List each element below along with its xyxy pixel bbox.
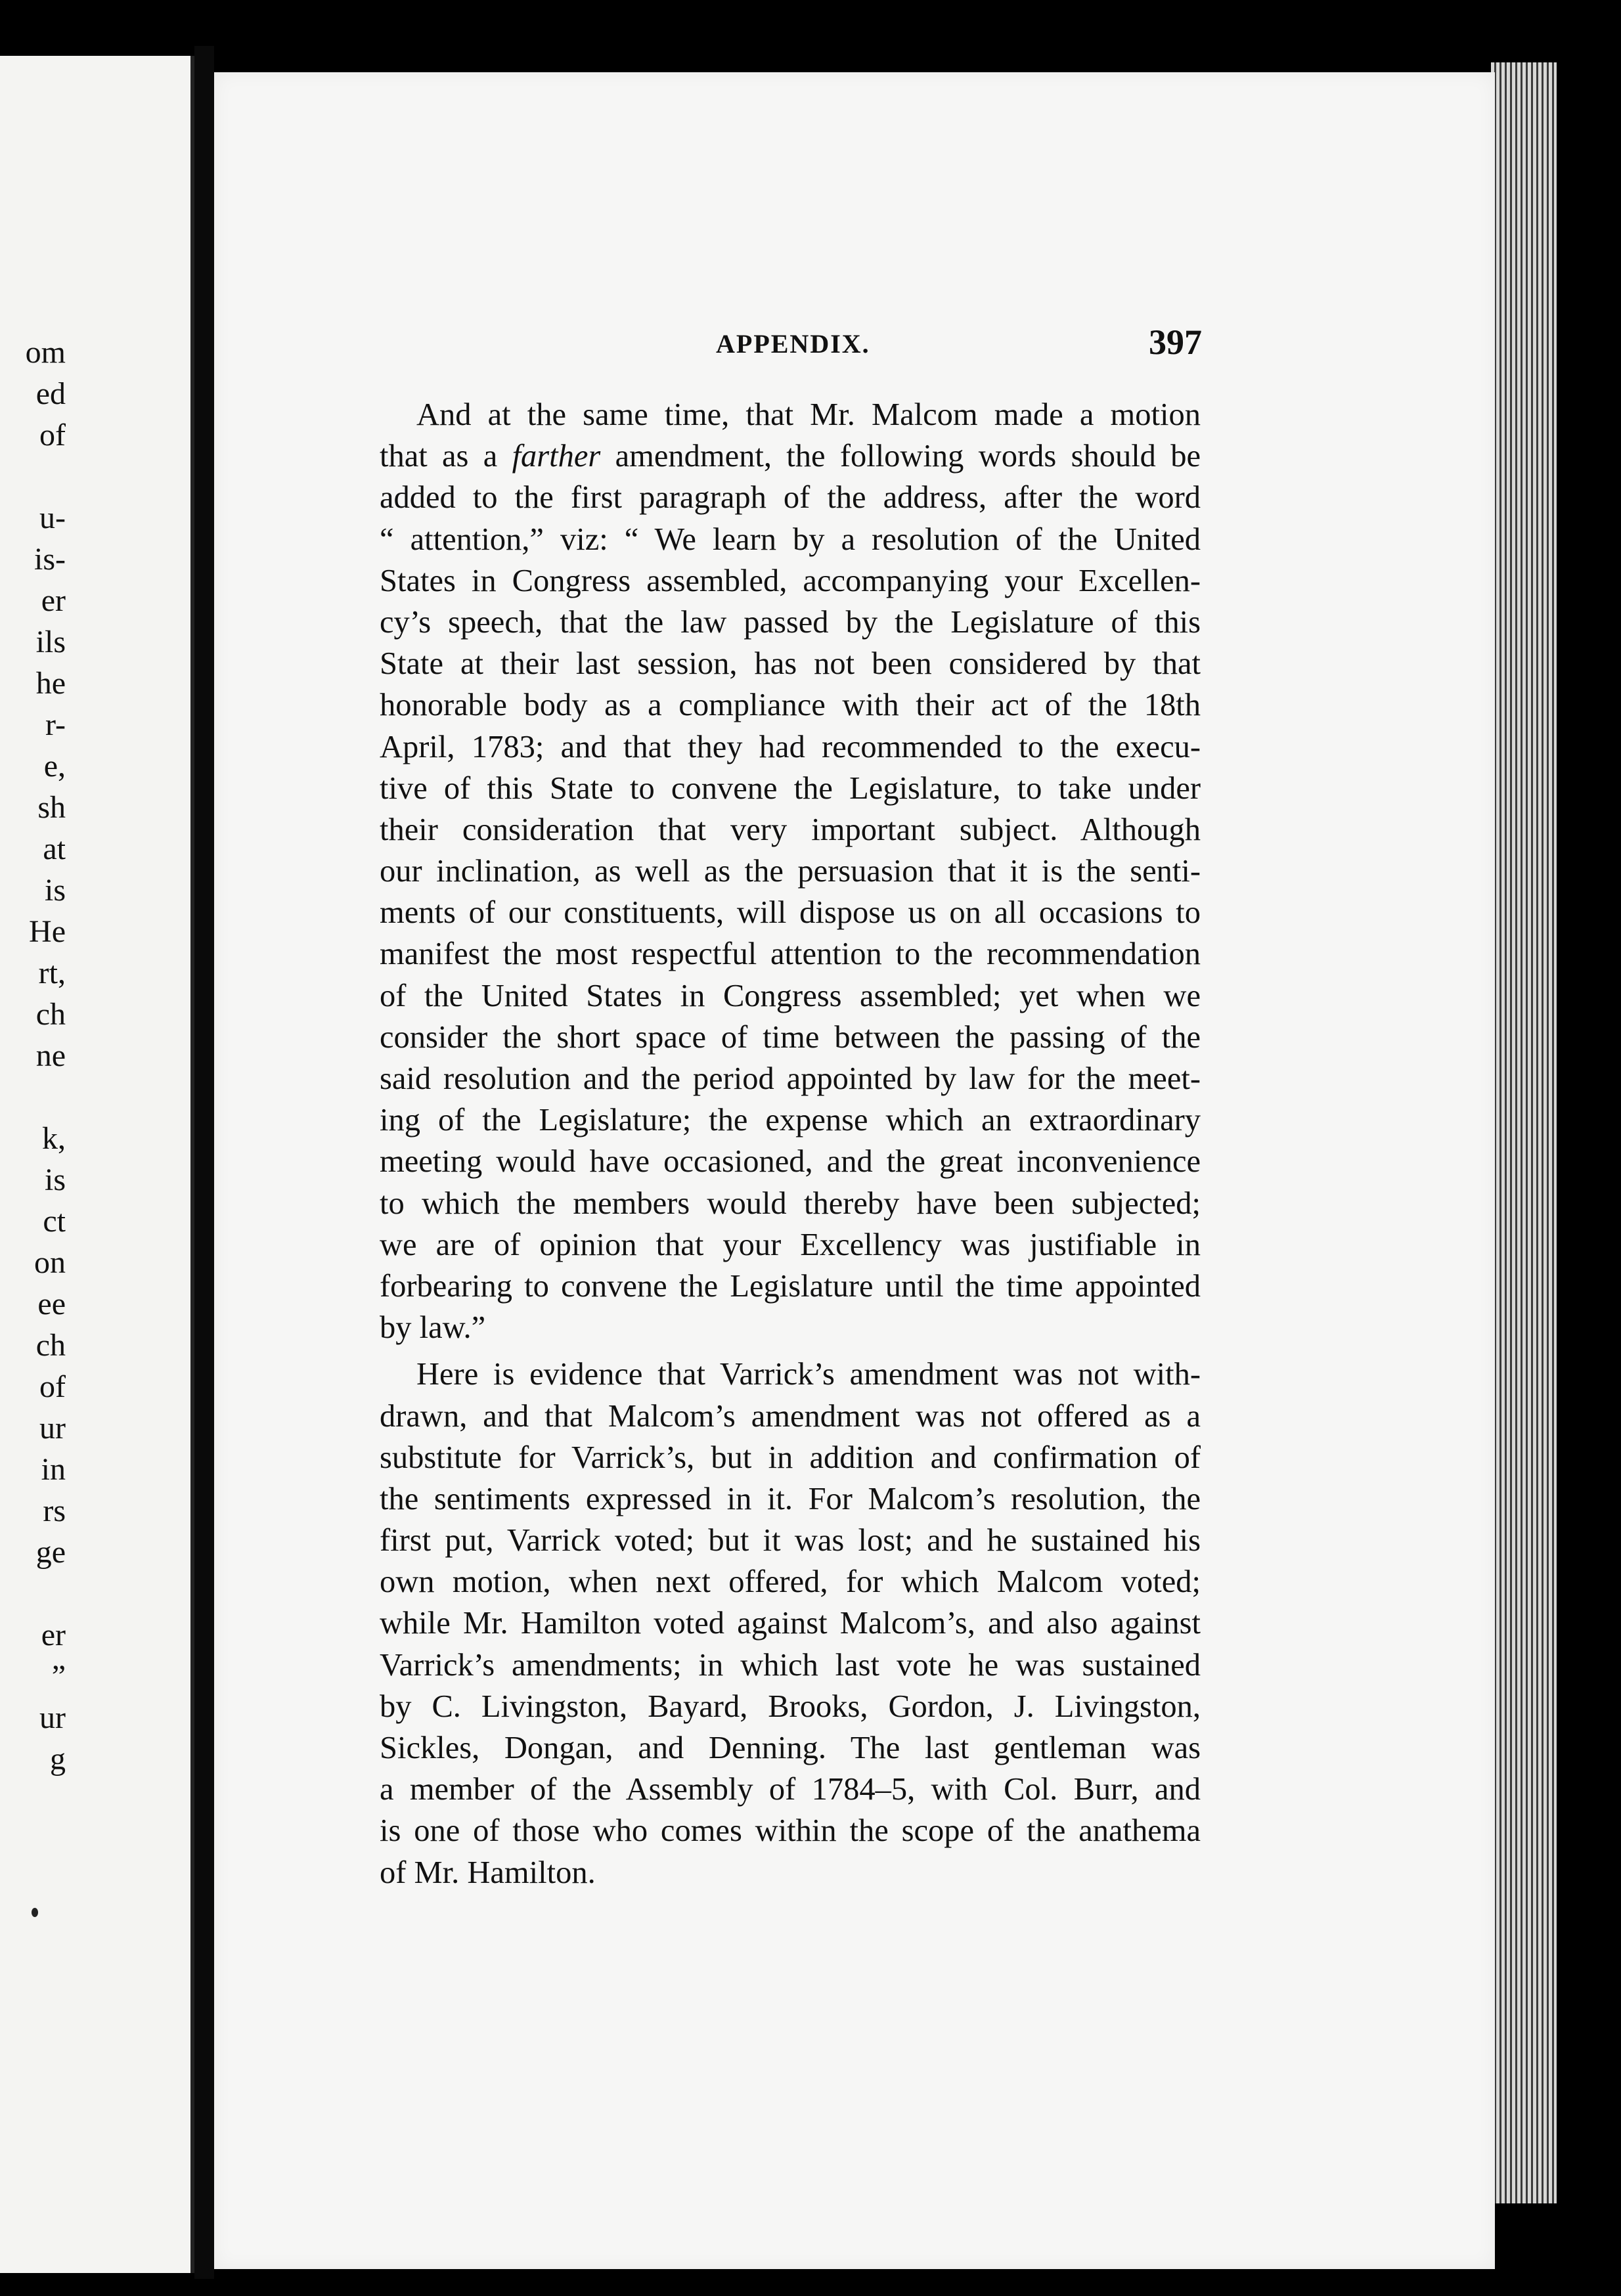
facing-page-fragment: [0, 456, 66, 497]
text-line: meeting would have occasioned, and the great inconvenience: [380, 1144, 1201, 1180]
text-line: “ attention,” viz: “ We learn by a resolution of the United: [380, 521, 1201, 557]
text-line: first put, Varrick voted; but it was lost; and he sustained his: [380, 1523, 1201, 1558]
facing-page-fragment: of: [39, 418, 66, 453]
facing-page-fragment: ur: [39, 1411, 66, 1446]
text-line: by law.”: [380, 1310, 486, 1346]
text-line: drawn, and that Malcom’s amendment was not offered as a: [380, 1398, 1201, 1434]
facing-page-fragment: e,: [43, 749, 66, 784]
text-line: a member of the Assembly of 1784–5, with Col. Burr, and: [380, 1772, 1201, 1807]
facing-page-fragment: is-: [34, 542, 66, 577]
text-line: forbearing to convene the Legislature until the time appointed: [380, 1268, 1201, 1304]
facing-page-fragment: om: [25, 335, 66, 370]
text-line: ing of the Legislature; the expense which an extraordinary: [380, 1103, 1201, 1138]
scan-background: [1557, 62, 1621, 2203]
book-gutter: [194, 46, 214, 2279]
facing-page-fragment: rt,: [38, 956, 66, 990]
text-line: ments of our constituents, will dispose us on all occasions to: [380, 895, 1201, 931]
facing-page-fragment: er: [41, 583, 66, 618]
text-line: of Mr. Hamilton.: [380, 1855, 596, 1890]
text-line: honorable body as a compliance with their act of the 18th: [380, 688, 1201, 723]
facing-page-fragment: ee: [37, 1287, 66, 1321]
text-line: added to the first paragraph of the address, after the word: [380, 480, 1201, 516]
text-line: Varrick’s amendments; in which last vote he was sustained: [380, 1647, 1201, 1683]
text-line: consider the short space of time between the passing of the: [380, 1019, 1201, 1055]
text-line: And at the same time, that Mr. Malcom made a motion: [416, 397, 1201, 432]
page-number: 397: [1149, 322, 1202, 362]
facing-page-fragment: ch: [35, 997, 66, 1032]
text-line: cy’s speech, that the law passed by the Legislature of this: [380, 604, 1201, 640]
text-line: is one of those who comes within the scope of the anathema: [380, 1813, 1201, 1849]
text-line: Sickles, Dongan, and Denning. The last gentleman was: [380, 1731, 1201, 1765]
italic-emphasis: farther: [512, 439, 601, 474]
facing-page-fragment: is: [44, 1162, 66, 1197]
text-line: to which the members would thereby have been subjected;: [380, 1185, 1201, 1221]
text-line: April, 1783; and that they had recommended to the execu-: [380, 729, 1201, 764]
facing-page-text-fragments: [0, 332, 66, 1780]
ink-speck: [32, 1908, 38, 1917]
facing-page-fragment: at: [43, 831, 66, 866]
text-line: the sentiments expressed in it. For Malcom’s resolution, the: [380, 1481, 1201, 1516]
facing-page-fragment: ne: [35, 1038, 66, 1073]
text-line: while Mr. Hamilton voted against Malcom’s, and also against: [380, 1606, 1201, 1641]
facing-page-fragment: ur: [39, 1700, 66, 1735]
facing-page-fragment: [0, 1573, 66, 1614]
facing-page-fragment: ge: [35, 1535, 66, 1570]
facing-page-fragment: sh: [37, 790, 66, 825]
facing-page-fragment: u-: [39, 500, 66, 535]
text-line: of the United States in Congress assembled; yet when we: [380, 978, 1201, 1013]
text-line: that as a farther amendment, the following words should be: [380, 439, 1201, 474]
text-line: our inclination, as well as the persuasion that it is the senti-: [380, 854, 1201, 889]
text-line: by C. Livingston, Bayard, Brooks, Gordon, J. Livingston,: [380, 1689, 1201, 1724]
running-head: APPENDIX.: [716, 329, 870, 359]
facing-page-fragment: ed: [35, 376, 66, 411]
facing-page-fragment: in: [41, 1452, 66, 1487]
facing-page-fragment: he: [35, 666, 66, 701]
text-line: their consideration that very important subject. Although: [380, 812, 1201, 847]
facing-page-fragment: er: [41, 1618, 66, 1652]
text-line: Here is evidence that Varrick’s amendment was not with-: [416, 1357, 1201, 1392]
text-line: we are of opinion that your Excellency was justifiable in: [380, 1227, 1201, 1262]
facing-page-fragment: rs: [43, 1493, 66, 1528]
facing-page-fragment: ils: [35, 625, 66, 659]
facing-page-fragment: on: [34, 1245, 66, 1280]
facing-page-fragment: He: [29, 914, 66, 949]
facing-page-fragment: of: [39, 1369, 66, 1404]
text-line: substitute for Varrick’s, but in addition and confirmation of: [380, 1440, 1201, 1475]
page-edges: [1491, 62, 1557, 2203]
body-text: [380, 394, 1201, 1893]
text-line: manifest the most respectful attention to the recommendation: [380, 937, 1201, 972]
facing-page-fragment: is: [44, 873, 66, 908]
page-header: [716, 322, 1202, 374]
facing-page-fragment: ch: [35, 1328, 66, 1363]
facing-page-fragment: r-: [45, 707, 66, 742]
facing-page-fragment: k,: [42, 1121, 66, 1156]
text-line: tive of this State to convene the Legislature, to take under: [380, 770, 1201, 806]
facing-page-fragment: ”: [51, 1659, 66, 1694]
text-line: States in Congress assembled, accompanying your Excellen-: [380, 563, 1201, 598]
text-line: said resolution and the period appointed by law for the meet-: [380, 1061, 1201, 1096]
facing-page-fragment: ct: [43, 1204, 66, 1239]
facing-page-fragment: g: [50, 1742, 66, 1777]
facing-page-fragment: [0, 1076, 66, 1118]
text-line: own motion, when next offered, for which Malcom voted;: [380, 1564, 1201, 1600]
text-line: State at their last session, has not been considered by that: [380, 646, 1201, 682]
